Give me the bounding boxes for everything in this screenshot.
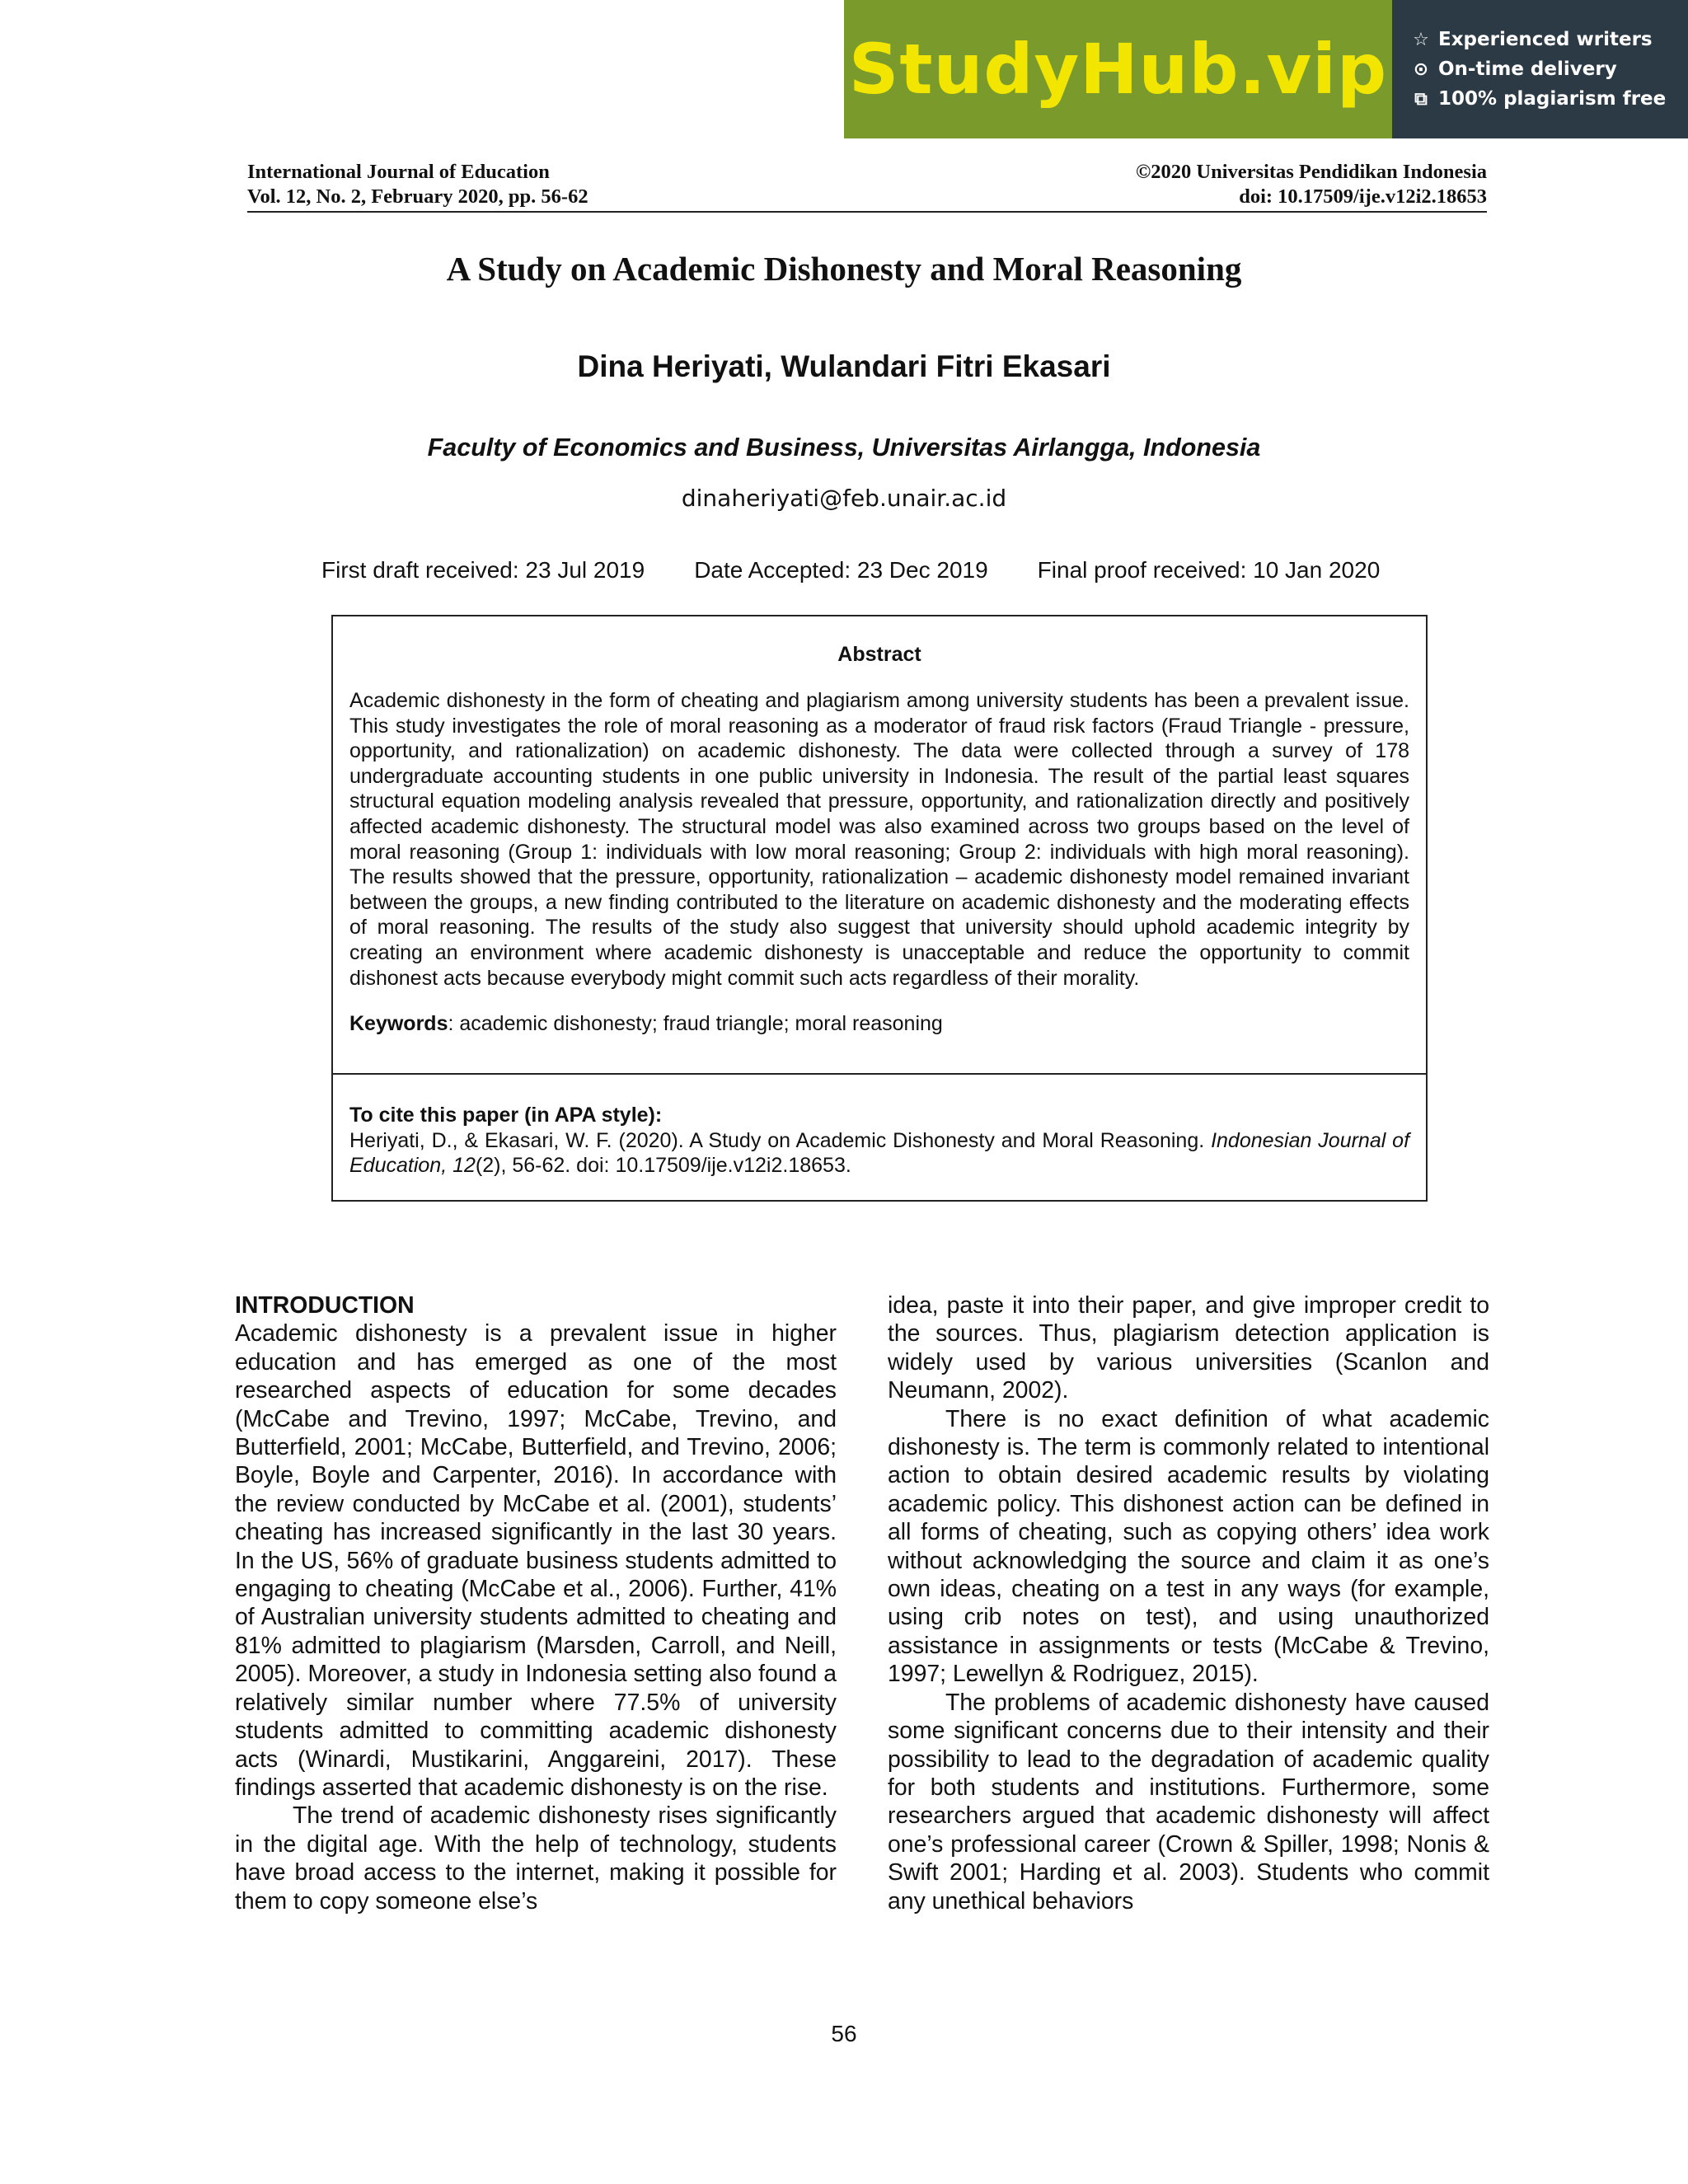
journal-name: International Journal of Education — [247, 161, 550, 183]
paragraph: The problems of academic dishonesty have caused some significant concerns due to their intensity and their possibility to lead to the degradation of academic quality for both students and institutions. Furthermore, some researchers argued that academic dishonesty will affect one’s professional career (Crown & Spiller, 1998; Nonis & Swift 2001; Harding et al. 2003). Students who commit any unethical behaviors — [888, 1689, 1489, 1915]
journal-header — [247, 160, 1487, 213]
abstract-section — [333, 616, 1426, 1075]
section-heading: INTRODUCTION — [235, 1292, 415, 1319]
citation-part-a: Heriyati, D., & Ekasari, W. F. (2020). A Study on Academic Dishonesty and Moral Reasoning. — [349, 1128, 1212, 1152]
abstract-heading: Abstract — [837, 643, 921, 666]
body-left-column — [235, 1291, 837, 1915]
abstract-text: Academic dishonesty in the form of cheating and plagiarism among university students has been a prevalent issue. This study investigates the role of moral reasoning as a moderator of fraud risk factors (Fraud Triangle - pressure, opportunity, and rationalization) on academic dishonesty. The data were collected through a survey of 178 undergraduate accounting students in one public university in Indonesia. The result of the partial least squares structural equation modeling analysis revealed that pressure, opportunity, and rationalization directly and positively affected academic dishonesty. The structural model was also examined across two groups based on the level of moral reasoning (Group 1: individuals with low moral reasoning; Group 2: individuals with high moral reasoning). The results showed that the pressure, opportunity, rationalization – academic dishonesty model remained invariant between the groups, a new finding contributed to the literature on academic dishonesty and the moderating effects of moral reasoning. The results of the study also suggest that university should uphold academic integrity by creating an environment where academic dishonesty is unacceptable and reduce the opportunity to commit dishonest acts because everybody might commit such acts regardless of their morality. — [349, 689, 1409, 990]
paragraph: The trend of academic dishonesty rises significantly in the digital age. With the help of technology, students have broad access to the internet, making it possible for them to copy someone else’s — [235, 1802, 837, 1915]
body-right-column — [888, 1291, 1489, 1915]
perk-experienced-writers — [1410, 29, 1688, 50]
citation-section — [333, 1075, 1426, 1179]
page-number: 56 — [831, 2021, 857, 2046]
journal-issue: Vol. 12, No. 2, February 2020, pp. 56-62 — [247, 185, 588, 208]
citation-journal: Indonesian Journal of Education, 12 — [349, 1128, 1410, 1178]
keywords-label: Keywords — [349, 1012, 448, 1036]
author-email[interactable]: dinaheriyati@feb.unair.ac.id — [681, 485, 1007, 512]
citation-part-b: (2), 56-62. doi: 10.17509/ije.v12i2.18653. — [475, 1154, 851, 1178]
paragraph: There is no exact definition of what academic dishonesty is. The term is commonly related to intentional action to obtain desired academic results by violating academic policy. This dishonest action can be defined in all forms of cheating, such as copying others’ idea work without acknowledging the source and claim it as one’s own ideas, cheating on a test in any ways (for example, using crib notes on test), and using unauthorized assistance in assignments or tests (McCabe & Trevino, 1997; Lewellyn & Rodriguez, 2015). — [888, 1405, 1489, 1688]
copy-check-icon: ⧉ — [1414, 88, 1428, 110]
accepted-date: Date Accepted: 23 Dec 2019 — [694, 557, 988, 583]
paragraph: idea, paste it into their paper, and give improper credit to the sources. Thus, plagiarism detection application is widely used by various universities (Scanlon and Neumann, 2002). — [888, 1292, 1489, 1404]
citation-text — [349, 1128, 1409, 1179]
citation-heading: To cite this paper (in APA style): — [349, 1104, 663, 1127]
clock-icon: ⊙ — [1413, 59, 1429, 80]
logo-text: StudyHub.vip — [848, 29, 1388, 110]
abstract-box — [331, 615, 1428, 1202]
banner-perks — [1392, 0, 1688, 138]
journal-copyright: ©2020 Universitas Pendidikan Indonesia — [1135, 161, 1487, 183]
perk-on-time-delivery — [1410, 59, 1688, 80]
keywords — [349, 1012, 1409, 1036]
paper-dates — [321, 557, 1475, 583]
first-draft-date: First draft received: 23 Jul 2019 — [321, 557, 645, 583]
perk-label: On-time delivery — [1438, 59, 1617, 80]
paper-authors: Dina Heriyati, Wulandari Fitri Ekasari — [577, 349, 1111, 383]
ad-banner[interactable] — [844, 0, 1688, 138]
paper-affiliation: Faculty of Economics and Business, Universitas Airlangga, Indonesia — [427, 434, 1261, 462]
star-outline-icon: ☆ — [1413, 29, 1429, 50]
paper-title: A Study on Academic Dishonesty and Moral Reasoning — [446, 250, 1242, 288]
final-proof-date: Final proof received: 10 Jan 2020 — [1037, 557, 1381, 583]
journal-doi[interactable]: doi: 10.17509/ije.v12i2.18653 — [1239, 185, 1487, 208]
studyhub-logo[interactable] — [844, 0, 1392, 138]
perk-plagiarism-free — [1410, 88, 1688, 110]
keywords-list: : academic dishonesty; fraud triangle; moral reasoning — [448, 1012, 943, 1036]
perk-label: Experienced writers — [1438, 29, 1653, 50]
paragraph: Academic dishonesty is a prevalent issue in higher education and has emerged as one of the most researched aspects of education for some decades (McCabe and Trevino, 1997; McCabe, Trevino, and Butterfield, 2001; McCabe, Butterfield, and Trevino, 2006; Boyle, Boyle and Carpenter, 2016). In accordance with the review conducted by McCabe et al. (2001), students’ cheating has increased significantly in the last 30 years. In the US, 56% of graduate business students admitted to engaging to cheating (McCabe et al., 2006). Further, 41% of Australian university students admitted to cheating and 81% admitted to plagiarism (Marsden, Carroll, and Neill, 2005). Moreover, a study in Indonesia setting also found a relatively similar number where 77.5% of university students admitted to committing academic dishonesty acts (Winardi, Mustikarini, Anggareini, 2017). These findings asserted that academic dishonesty is on the rise. — [235, 1320, 837, 1801]
perk-label: 100% plagiarism free — [1438, 88, 1667, 110]
